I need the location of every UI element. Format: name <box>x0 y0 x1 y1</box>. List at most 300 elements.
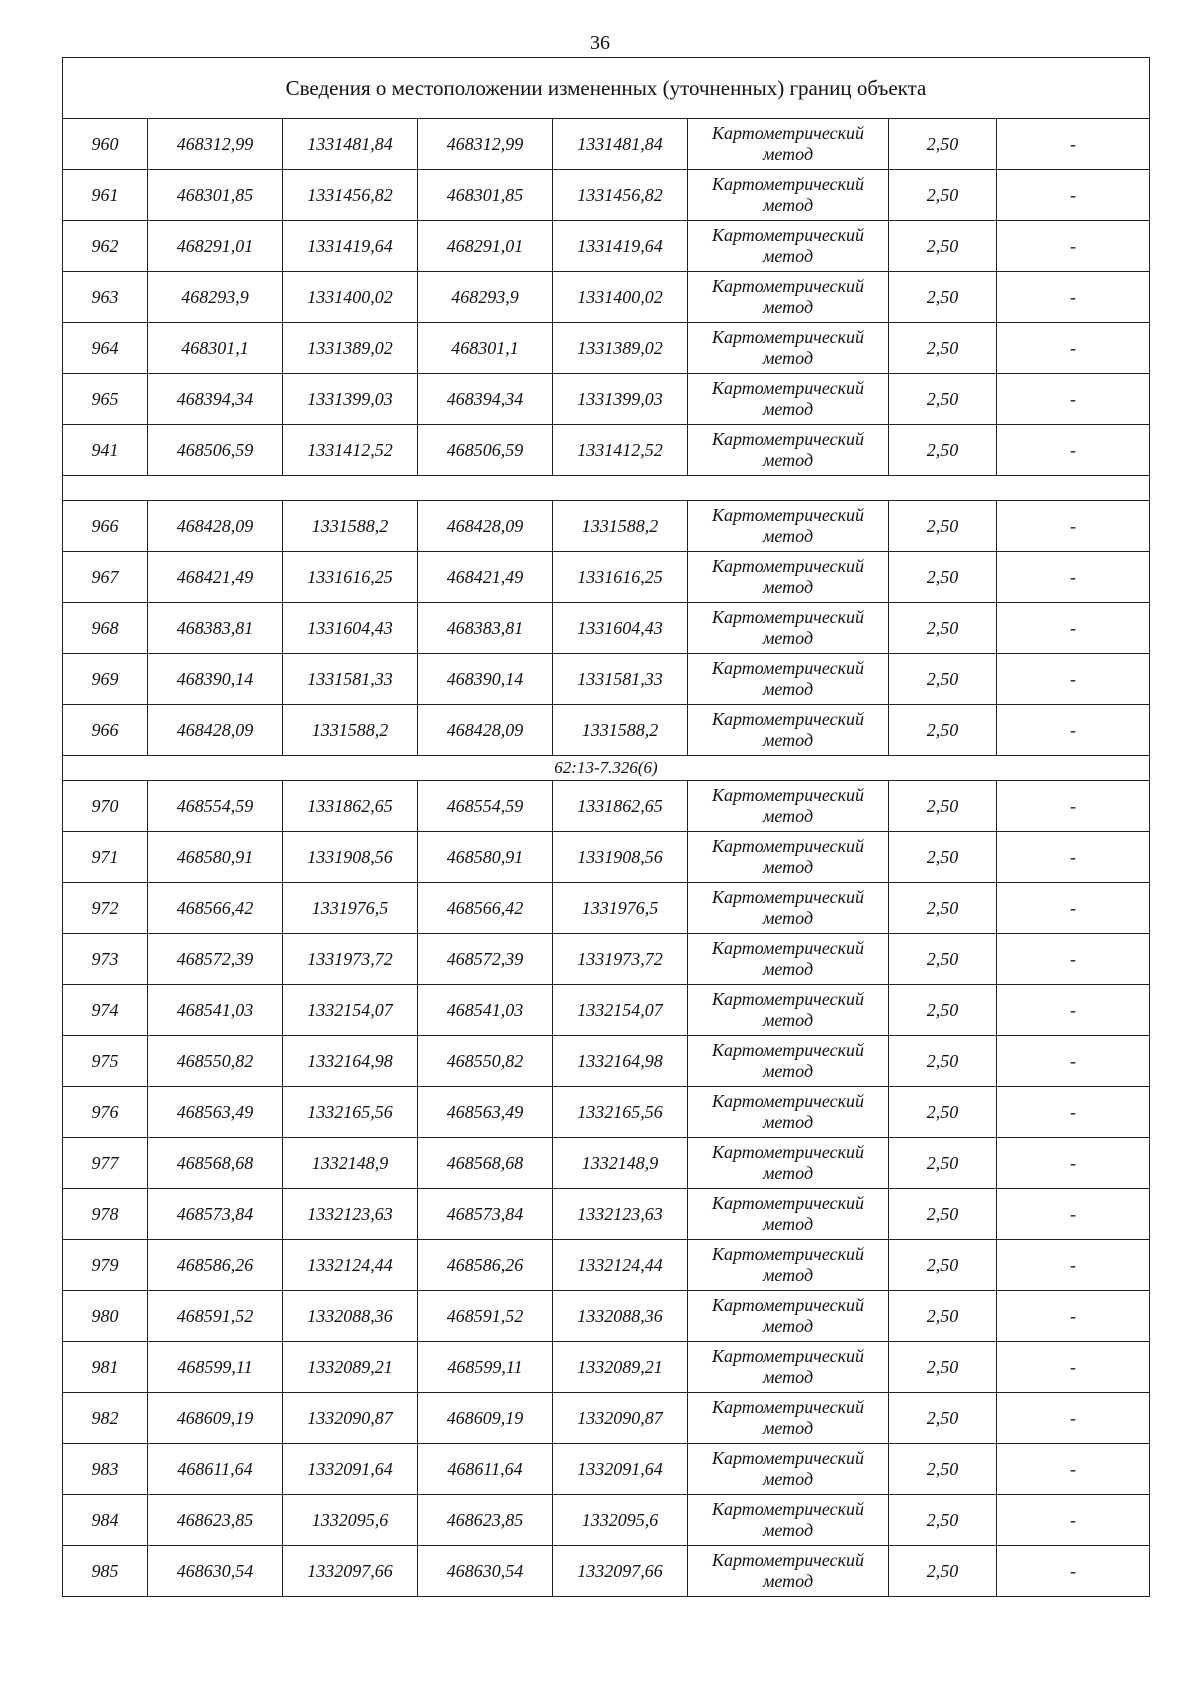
existing-x-cell: 468580,91 <box>148 832 283 883</box>
point-number-cell: 975 <box>63 1036 148 1087</box>
note-cell: - <box>997 1393 1150 1444</box>
method-line-1: Картометрический <box>711 1040 864 1060</box>
table-row <box>63 170 1150 221</box>
existing-y-cell: 1332088,36 <box>283 1291 418 1342</box>
existing-x-cell: 468301,1 <box>148 323 283 374</box>
existing-y-cell: 1331973,72 <box>283 934 418 985</box>
point-number-cell: 976 <box>63 1087 148 1138</box>
method-line-2: метод <box>762 1316 814 1336</box>
note-cell: - <box>997 1036 1150 1087</box>
accuracy-cell: 2,50 <box>889 1495 997 1546</box>
table-row <box>63 552 1150 603</box>
method-line-2: метод <box>762 297 814 317</box>
new-y-cell: 1332154,07 <box>553 985 688 1036</box>
new-x-cell: 468301,85 <box>418 170 553 221</box>
method-line-2: метод <box>762 195 814 215</box>
method-line-1: Картометрический <box>711 1499 864 1519</box>
new-x-cell: 468550,82 <box>418 1036 553 1087</box>
existing-x-cell: 468573,84 <box>148 1189 283 1240</box>
new-x-cell: 468609,19 <box>418 1393 553 1444</box>
existing-y-cell: 1331616,25 <box>283 552 418 603</box>
point-number-cell: 972 <box>63 883 148 934</box>
existing-y-cell: 1332164,98 <box>283 1036 418 1087</box>
note-cell: - <box>997 1444 1150 1495</box>
existing-y-cell: 1332154,07 <box>283 985 418 1036</box>
note-cell: - <box>997 1546 1150 1597</box>
new-y-cell: 1332124,44 <box>553 1240 688 1291</box>
table-row <box>63 934 1150 985</box>
existing-y-cell: 1331419,64 <box>283 221 418 272</box>
new-y-cell: 1332089,21 <box>553 1342 688 1393</box>
accuracy-cell: 2,50 <box>889 1240 997 1291</box>
new-x-cell: 468312,99 <box>418 119 553 170</box>
point-number-cell: 969 <box>63 654 148 705</box>
existing-x-cell: 468586,26 <box>148 1240 283 1291</box>
point-number-cell: 985 <box>63 1546 148 1597</box>
existing-y-cell: 1331581,33 <box>283 654 418 705</box>
method-line-1: Картометрический <box>711 1142 864 1162</box>
table-row <box>63 1240 1150 1291</box>
table-body <box>63 58 1150 1597</box>
accuracy-cell: 2,50 <box>889 1138 997 1189</box>
note-cell: - <box>997 221 1150 272</box>
new-y-cell: 1331399,03 <box>553 374 688 425</box>
accuracy-cell: 2,50 <box>889 272 997 323</box>
method-cell <box>688 221 889 272</box>
new-y-cell: 1331412,52 <box>553 425 688 476</box>
existing-x-cell: 468563,49 <box>148 1087 283 1138</box>
existing-x-cell: 468591,52 <box>148 1291 283 1342</box>
accuracy-cell: 2,50 <box>889 934 997 985</box>
coordinates-table <box>62 57 1150 1597</box>
note-cell: - <box>997 272 1150 323</box>
existing-y-cell: 1332124,44 <box>283 1240 418 1291</box>
new-x-cell: 468623,85 <box>418 1495 553 1546</box>
method-line-2: метод <box>762 806 814 826</box>
new-x-cell: 468573,84 <box>418 1189 553 1240</box>
new-x-cell: 468541,03 <box>418 985 553 1036</box>
new-x-cell: 468421,49 <box>418 552 553 603</box>
method-line-1: Картометрический <box>711 429 864 449</box>
table-row <box>63 1393 1150 1444</box>
accuracy-cell: 2,50 <box>889 1444 997 1495</box>
method-line-1: Картометрический <box>711 836 864 856</box>
new-y-cell: 1332165,56 <box>553 1087 688 1138</box>
accuracy-cell: 2,50 <box>889 323 997 374</box>
point-number-cell: 941 <box>63 425 148 476</box>
table-row <box>63 1291 1150 1342</box>
existing-y-cell: 1331389,02 <box>283 323 418 374</box>
existing-x-cell: 468428,09 <box>148 501 283 552</box>
method-line-1: Картометрический <box>711 709 864 729</box>
new-y-cell: 1331456,82 <box>553 170 688 221</box>
accuracy-cell: 2,50 <box>889 374 997 425</box>
new-y-cell: 1331581,33 <box>553 654 688 705</box>
existing-y-cell: 1331481,84 <box>283 119 418 170</box>
method-line-2: метод <box>762 1469 814 1489</box>
existing-y-cell: 1332095,6 <box>283 1495 418 1546</box>
existing-y-cell: 1331399,03 <box>283 374 418 425</box>
method-cell <box>688 1444 889 1495</box>
existing-y-cell: 1331588,2 <box>283 705 418 756</box>
existing-x-cell: 468568,68 <box>148 1138 283 1189</box>
method-cell <box>688 781 889 832</box>
existing-y-cell: 1332089,21 <box>283 1342 418 1393</box>
method-line-1: Картометрический <box>711 225 864 245</box>
existing-x-cell: 468572,39 <box>148 934 283 985</box>
existing-x-cell: 468293,9 <box>148 272 283 323</box>
method-line-1: Картометрический <box>711 327 864 347</box>
new-x-cell: 468383,81 <box>418 603 553 654</box>
point-number-cell: 981 <box>63 1342 148 1393</box>
method-line-1: Картометрический <box>711 607 864 627</box>
existing-x-cell: 468623,85 <box>148 1495 283 1546</box>
method-line-1: Картометрический <box>711 174 864 194</box>
method-line-1: Картометрический <box>711 123 864 143</box>
table-row <box>63 272 1150 323</box>
new-x-cell: 468563,49 <box>418 1087 553 1138</box>
point-number-cell: 979 <box>63 1240 148 1291</box>
accuracy-cell: 2,50 <box>889 781 997 832</box>
method-line-2: метод <box>762 908 814 928</box>
method-line-1: Картометрический <box>711 1550 864 1570</box>
point-number-cell: 971 <box>63 832 148 883</box>
accuracy-cell: 2,50 <box>889 119 997 170</box>
new-y-cell: 1332095,6 <box>553 1495 688 1546</box>
table-title: Сведения о местоположении измененных (уточненных) границ объекта <box>63 58 1150 119</box>
note-cell: - <box>997 323 1150 374</box>
point-number-cell: 970 <box>63 781 148 832</box>
new-y-cell: 1331908,56 <box>553 832 688 883</box>
existing-y-cell: 1331862,65 <box>283 781 418 832</box>
point-number-cell: 984 <box>63 1495 148 1546</box>
method-line-2: метод <box>762 1214 814 1234</box>
note-cell: - <box>997 934 1150 985</box>
method-line-1: Картометрический <box>711 785 864 805</box>
point-number-cell: 974 <box>63 985 148 1036</box>
note-cell: - <box>997 374 1150 425</box>
section-label <box>63 476 1150 501</box>
new-x-cell: 468506,59 <box>418 425 553 476</box>
table-row <box>63 883 1150 934</box>
new-y-cell: 1331973,72 <box>553 934 688 985</box>
section-header-row <box>63 756 1150 781</box>
method-line-2: метод <box>762 1112 814 1132</box>
method-line-1: Картометрический <box>711 1397 864 1417</box>
method-line-2: метод <box>762 348 814 368</box>
method-line-1: Картометрический <box>711 658 864 678</box>
table-row <box>63 221 1150 272</box>
new-y-cell: 1331400,02 <box>553 272 688 323</box>
accuracy-cell: 2,50 <box>889 985 997 1036</box>
existing-y-cell: 1331400,02 <box>283 272 418 323</box>
method-line-2: метод <box>762 450 814 470</box>
point-number-cell: 977 <box>63 1138 148 1189</box>
new-y-cell: 1332091,64 <box>553 1444 688 1495</box>
note-cell: - <box>997 603 1150 654</box>
new-x-cell: 468428,09 <box>418 705 553 756</box>
method-line-1: Картометрический <box>711 1346 864 1366</box>
existing-x-cell: 468630,54 <box>148 1546 283 1597</box>
method-cell <box>688 1546 889 1597</box>
new-y-cell: 1331481,84 <box>553 119 688 170</box>
table-row <box>63 1495 1150 1546</box>
note-cell: - <box>997 654 1150 705</box>
new-y-cell: 1332090,87 <box>553 1393 688 1444</box>
accuracy-cell: 2,50 <box>889 552 997 603</box>
existing-y-cell: 1332123,63 <box>283 1189 418 1240</box>
accuracy-cell: 2,50 <box>889 883 997 934</box>
existing-x-cell: 468611,64 <box>148 1444 283 1495</box>
new-x-cell: 468572,39 <box>418 934 553 985</box>
existing-x-cell: 468394,34 <box>148 374 283 425</box>
method-cell <box>688 1240 889 1291</box>
note-cell: - <box>997 170 1150 221</box>
accuracy-cell: 2,50 <box>889 221 997 272</box>
method-line-1: Картометрический <box>711 276 864 296</box>
existing-y-cell: 1332165,56 <box>283 1087 418 1138</box>
note-cell: - <box>997 1087 1150 1138</box>
existing-y-cell: 1331908,56 <box>283 832 418 883</box>
new-y-cell: 1332148,9 <box>553 1138 688 1189</box>
accuracy-cell: 2,50 <box>889 425 997 476</box>
point-number-cell: 980 <box>63 1291 148 1342</box>
note-cell: - <box>997 1291 1150 1342</box>
method-cell <box>688 1342 889 1393</box>
new-x-cell: 468599,11 <box>418 1342 553 1393</box>
new-y-cell: 1332088,36 <box>553 1291 688 1342</box>
page-number: 36 <box>590 32 610 54</box>
method-line-1: Картометрический <box>711 1193 864 1213</box>
method-line-1: Картометрический <box>711 1244 864 1264</box>
method-cell <box>688 323 889 374</box>
method-line-1: Картометрический <box>711 938 864 958</box>
method-line-2: метод <box>762 1571 814 1591</box>
new-x-cell: 468390,14 <box>418 654 553 705</box>
note-cell: - <box>997 832 1150 883</box>
existing-x-cell: 468421,49 <box>148 552 283 603</box>
method-line-2: метод <box>762 1367 814 1387</box>
method-cell <box>688 552 889 603</box>
method-line-1: Картометрический <box>711 887 864 907</box>
table-row <box>63 1342 1150 1393</box>
table-header-row <box>63 58 1150 119</box>
point-number-cell: 973 <box>63 934 148 985</box>
method-cell <box>688 1138 889 1189</box>
existing-x-cell: 468383,81 <box>148 603 283 654</box>
point-number-cell: 966 <box>63 501 148 552</box>
note-cell: - <box>997 425 1150 476</box>
existing-x-cell: 468554,59 <box>148 781 283 832</box>
table-row <box>63 323 1150 374</box>
method-cell <box>688 501 889 552</box>
accuracy-cell: 2,50 <box>889 705 997 756</box>
existing-x-cell: 468506,59 <box>148 425 283 476</box>
accuracy-cell: 2,50 <box>889 1087 997 1138</box>
new-y-cell: 1331976,5 <box>553 883 688 934</box>
existing-x-cell: 468609,19 <box>148 1393 283 1444</box>
accuracy-cell: 2,50 <box>889 1036 997 1087</box>
table-row <box>63 985 1150 1036</box>
method-cell <box>688 832 889 883</box>
new-y-cell: 1332097,66 <box>553 1546 688 1597</box>
point-number-cell: 968 <box>63 603 148 654</box>
note-cell: - <box>997 501 1150 552</box>
new-x-cell: 468630,54 <box>418 1546 553 1597</box>
note-cell: - <box>997 781 1150 832</box>
accuracy-cell: 2,50 <box>889 603 997 654</box>
new-y-cell: 1331588,2 <box>553 501 688 552</box>
note-cell: - <box>997 552 1150 603</box>
accuracy-cell: 2,50 <box>889 170 997 221</box>
new-y-cell: 1332123,63 <box>553 1189 688 1240</box>
method-line-1: Картометрический <box>711 1091 864 1111</box>
table-row <box>63 1087 1150 1138</box>
new-y-cell: 1332164,98 <box>553 1036 688 1087</box>
accuracy-cell: 2,50 <box>889 1342 997 1393</box>
new-x-cell: 468428,09 <box>418 501 553 552</box>
table-row <box>63 1189 1150 1240</box>
method-line-1: Картометрический <box>711 1448 864 1468</box>
existing-x-cell: 468428,09 <box>148 705 283 756</box>
point-number-cell: 960 <box>63 119 148 170</box>
existing-y-cell: 1331604,43 <box>283 603 418 654</box>
existing-y-cell: 1332091,64 <box>283 1444 418 1495</box>
point-number-cell: 982 <box>63 1393 148 1444</box>
point-number-cell: 967 <box>63 552 148 603</box>
existing-x-cell: 468301,85 <box>148 170 283 221</box>
table-row <box>63 781 1150 832</box>
point-number-cell: 966 <box>63 705 148 756</box>
method-cell <box>688 374 889 425</box>
note-cell: - <box>997 985 1150 1036</box>
method-line-2: метод <box>762 628 814 648</box>
new-x-cell: 468580,91 <box>418 832 553 883</box>
method-cell <box>688 654 889 705</box>
method-line-1: Картометрический <box>711 989 864 1009</box>
table-row <box>63 1444 1150 1495</box>
method-line-1: Картометрический <box>711 378 864 398</box>
table-row <box>63 374 1150 425</box>
method-cell <box>688 1036 889 1087</box>
existing-x-cell: 468550,82 <box>148 1036 283 1087</box>
new-x-cell: 468293,9 <box>418 272 553 323</box>
method-cell <box>688 1291 889 1342</box>
point-number-cell: 961 <box>63 170 148 221</box>
note-cell: - <box>997 883 1150 934</box>
table-row <box>63 654 1150 705</box>
table-row <box>63 603 1150 654</box>
new-x-cell: 468566,42 <box>418 883 553 934</box>
accuracy-cell: 2,50 <box>889 654 997 705</box>
method-line-2: метод <box>762 1010 814 1030</box>
point-number-cell: 978 <box>63 1189 148 1240</box>
point-number-cell: 963 <box>63 272 148 323</box>
new-x-cell: 468568,68 <box>418 1138 553 1189</box>
method-line-2: метод <box>762 246 814 266</box>
method-cell <box>688 1189 889 1240</box>
existing-y-cell: 1331456,82 <box>283 170 418 221</box>
note-cell: - <box>997 1240 1150 1291</box>
method-line-2: метод <box>762 679 814 699</box>
method-line-2: метод <box>762 526 814 546</box>
point-number-cell: 965 <box>63 374 148 425</box>
method-line-2: метод <box>762 857 814 877</box>
method-line-2: метод <box>762 730 814 750</box>
accuracy-cell: 2,50 <box>889 1393 997 1444</box>
method-line-1: Картометрический <box>711 556 864 576</box>
table-row <box>63 1546 1150 1597</box>
accuracy-cell: 2,50 <box>889 832 997 883</box>
method-cell <box>688 705 889 756</box>
table-row <box>63 832 1150 883</box>
new-y-cell: 1331419,64 <box>553 221 688 272</box>
new-y-cell: 1331389,02 <box>553 323 688 374</box>
existing-y-cell: 1332097,66 <box>283 1546 418 1597</box>
existing-y-cell: 1331976,5 <box>283 883 418 934</box>
existing-y-cell: 1332148,9 <box>283 1138 418 1189</box>
table-row <box>63 1138 1150 1189</box>
note-cell: - <box>997 119 1150 170</box>
method-cell <box>688 1393 889 1444</box>
note-cell: - <box>997 705 1150 756</box>
method-cell <box>688 1495 889 1546</box>
existing-y-cell: 1331588,2 <box>283 501 418 552</box>
method-line-2: метод <box>762 1520 814 1540</box>
new-y-cell: 1331616,25 <box>553 552 688 603</box>
method-cell <box>688 985 889 1036</box>
note-cell: - <box>997 1138 1150 1189</box>
point-number-cell: 964 <box>63 323 148 374</box>
new-y-cell: 1331862,65 <box>553 781 688 832</box>
table-row <box>63 119 1150 170</box>
new-x-cell: 468301,1 <box>418 323 553 374</box>
table-row <box>63 1036 1150 1087</box>
new-x-cell: 468591,52 <box>418 1291 553 1342</box>
note-cell: - <box>997 1189 1150 1240</box>
existing-y-cell: 1332090,87 <box>283 1393 418 1444</box>
section-label: 62:13-7.326(6) <box>63 756 1150 781</box>
point-number-cell: 983 <box>63 1444 148 1495</box>
existing-x-cell: 468566,42 <box>148 883 283 934</box>
method-cell <box>688 603 889 654</box>
new-y-cell: 1331604,43 <box>553 603 688 654</box>
accuracy-cell: 2,50 <box>889 1189 997 1240</box>
method-line-2: метод <box>762 1061 814 1081</box>
method-cell <box>688 170 889 221</box>
method-line-1: Картометрический <box>711 505 864 525</box>
table-row <box>63 425 1150 476</box>
method-cell <box>688 272 889 323</box>
accuracy-cell: 2,50 <box>889 1546 997 1597</box>
separator-row <box>63 476 1150 501</box>
method-line-2: метод <box>762 577 814 597</box>
note-cell: - <box>997 1495 1150 1546</box>
method-line-2: метод <box>762 1265 814 1285</box>
existing-x-cell: 468541,03 <box>148 985 283 1036</box>
existing-x-cell: 468312,99 <box>148 119 283 170</box>
new-x-cell: 468291,01 <box>418 221 553 272</box>
new-y-cell: 1331588,2 <box>553 705 688 756</box>
method-line-2: метод <box>762 144 814 164</box>
method-cell <box>688 425 889 476</box>
existing-y-cell: 1331412,52 <box>283 425 418 476</box>
point-number-cell: 962 <box>63 221 148 272</box>
accuracy-cell: 2,50 <box>889 1291 997 1342</box>
method-line-2: метод <box>762 399 814 419</box>
existing-x-cell: 468291,01 <box>148 221 283 272</box>
method-line-1: Картометрический <box>711 1295 864 1315</box>
